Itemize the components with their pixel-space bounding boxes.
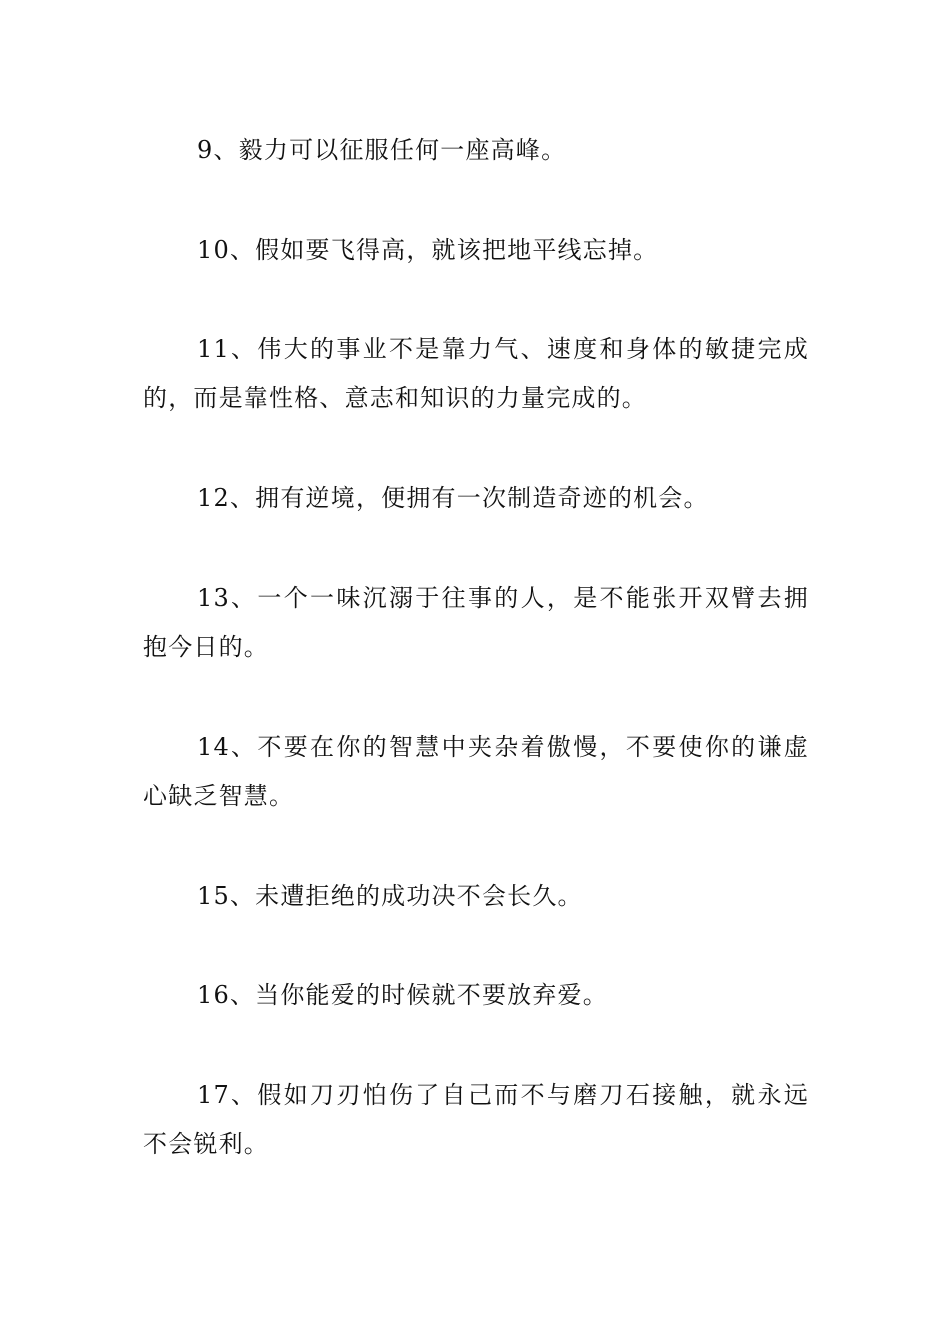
- quote-paragraph-9: 9、毅力可以征服任何一座高峰。: [197, 136, 567, 164]
- quote-paragraph-13: 13、一个一味沉溺于往事的人，是不能张开双臂去拥抱今日的。: [143, 584, 809, 661]
- quote-paragraph-11: 11、伟大的事业不是靠力气、速度和身体的敏捷完成的，而是靠性格、意志和知识的力量完成的。: [143, 335, 809, 412]
- quote-paragraph-12: 12、拥有逆境，便拥有一次制造奇迹的机会。: [197, 484, 709, 512]
- quote-paragraph-15: 15、未遭拒绝的成功决不会长久。: [197, 882, 583, 910]
- quote-paragraph-16: 16、当你能爱的时候就不要放弃爱。: [197, 981, 608, 1009]
- quote-paragraph-10: 10、假如要飞得高，就该把地平线忘掉。: [197, 236, 659, 264]
- quote-paragraph-14: 14、不要在你的智慧中夹杂着傲慢，不要使你的谦虚心缺乏智慧。: [143, 733, 809, 810]
- quote-paragraph-17: 17、假如刀刃怕伤了自己而不与磨刀石接触，就永远不会锐利。: [143, 1081, 809, 1158]
